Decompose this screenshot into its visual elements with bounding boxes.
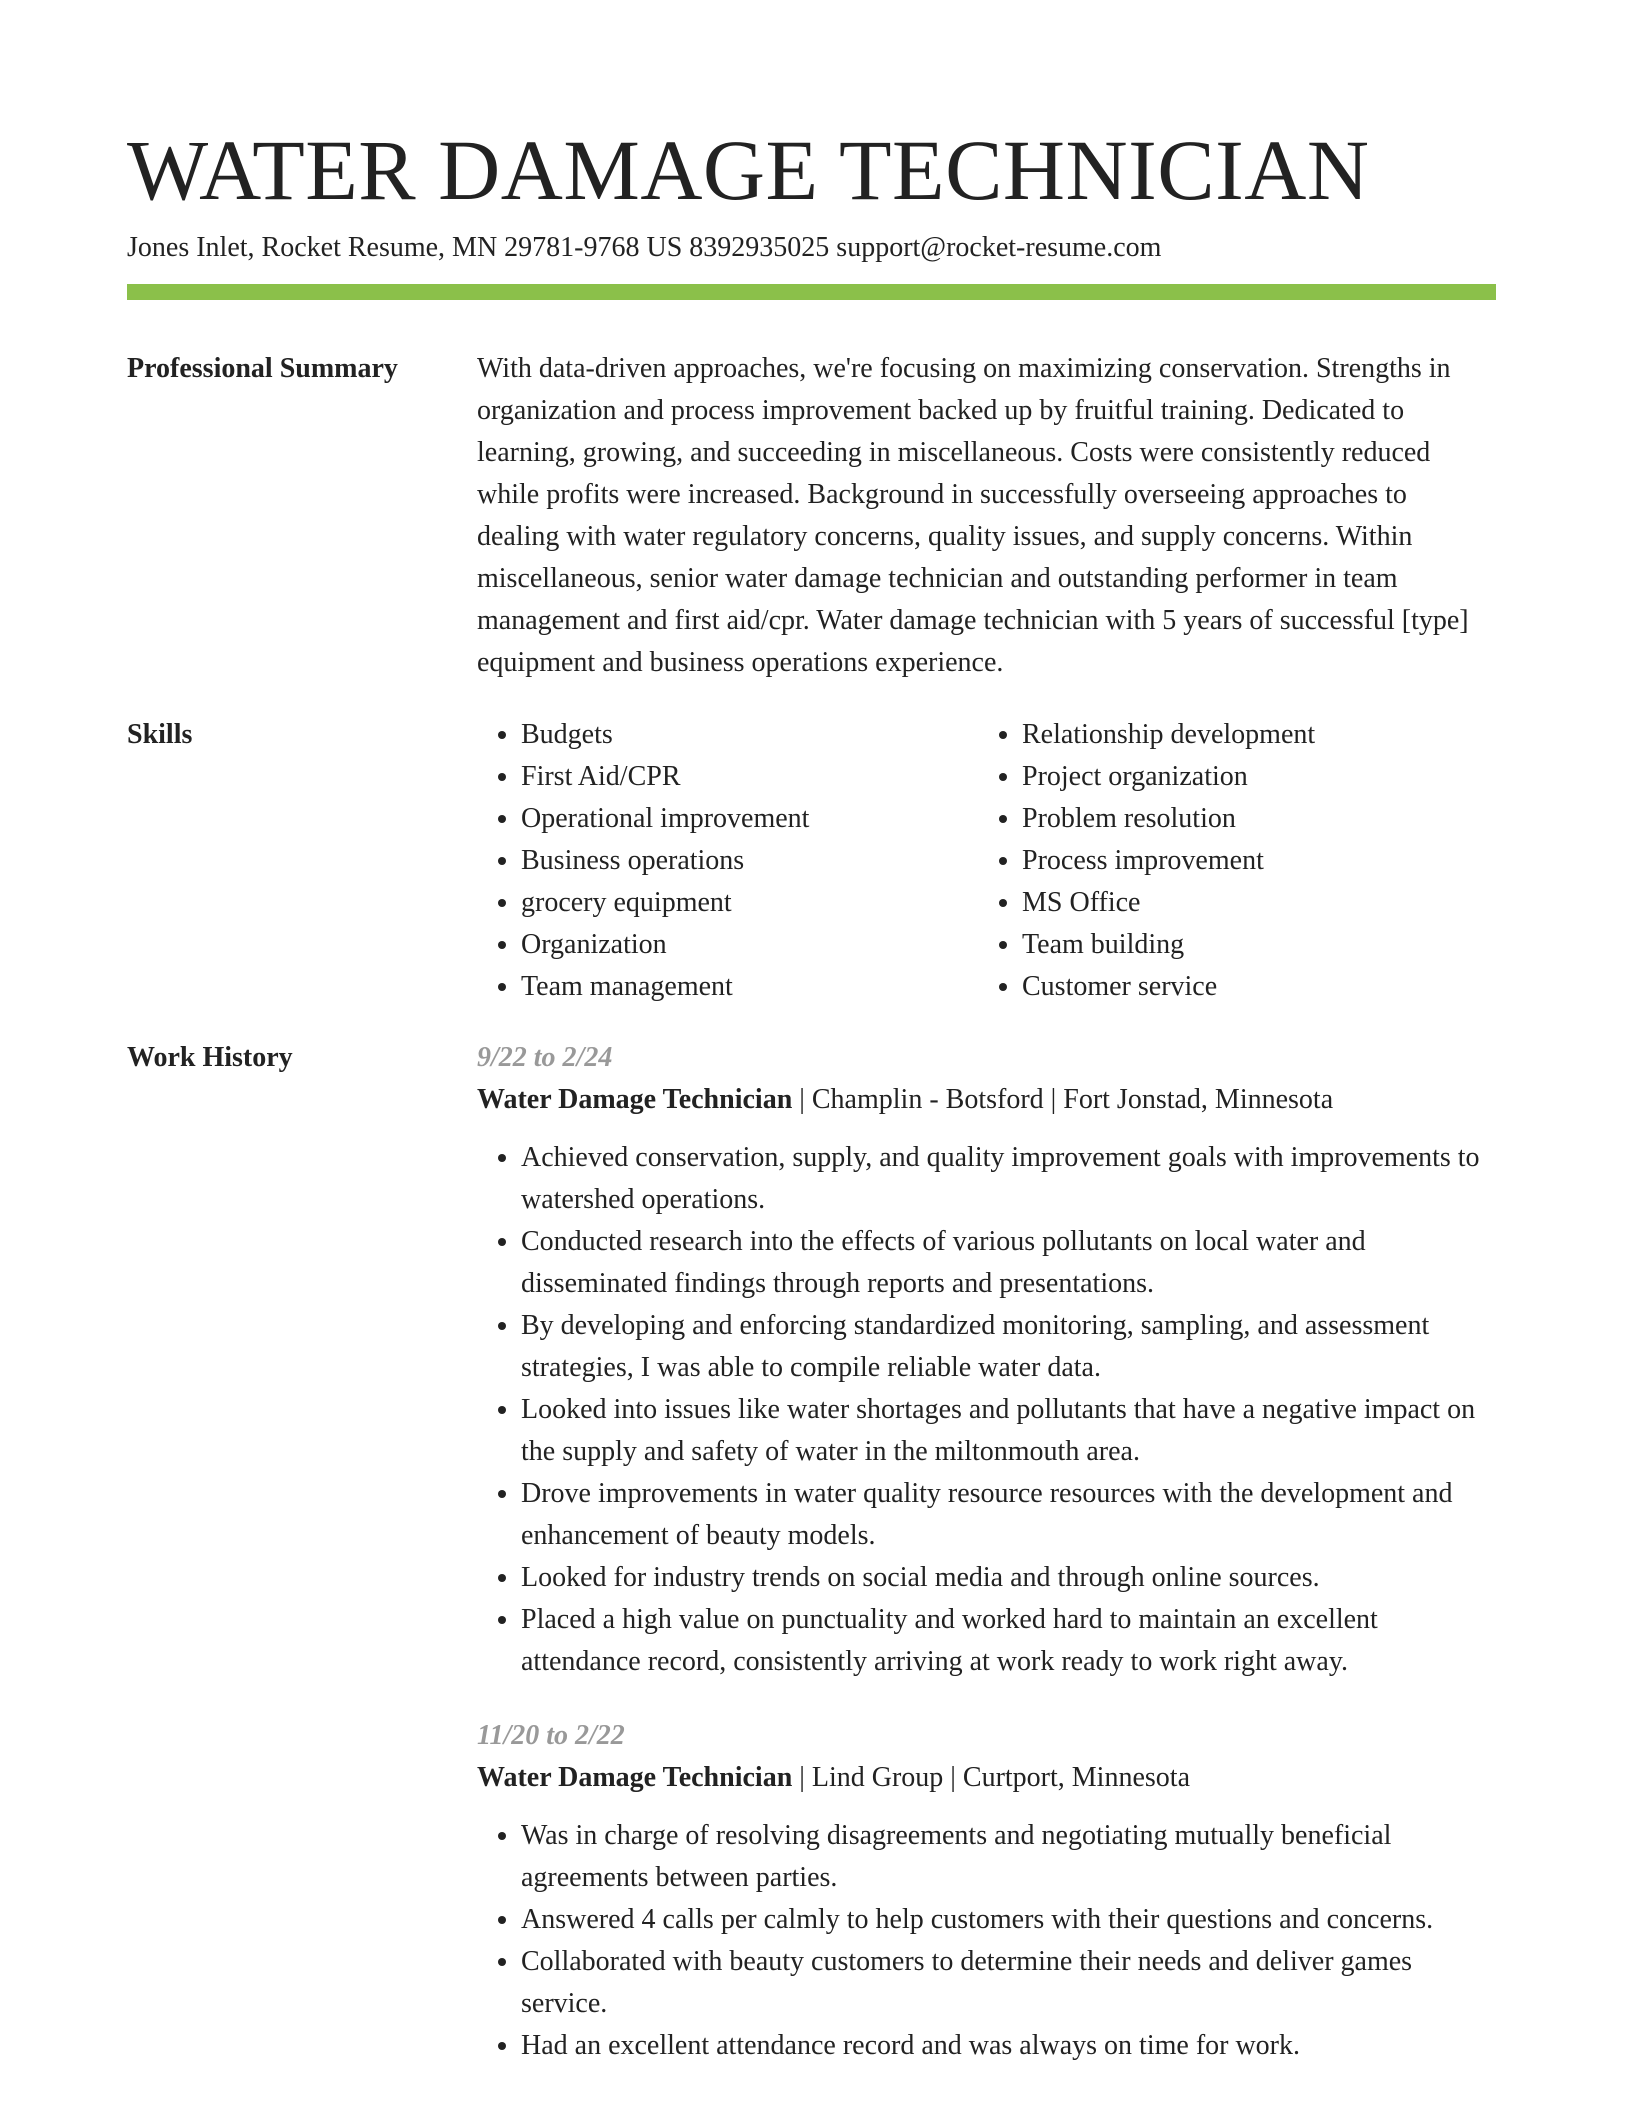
- job-bullet: • Drove improvements in water quality resource resources with the development and enhancement of beauty models.: [521, 1473, 1496, 1557]
- job-title-line: [477, 1757, 1496, 1799]
- skill-item: • Problem resolution: [1022, 798, 1492, 840]
- job-bullet-list: [477, 1815, 1496, 2067]
- summary-body: [477, 348, 1496, 684]
- skill-item: • MS Office: [1022, 882, 1492, 924]
- skill-item: • First Aid/CPR: [521, 756, 978, 798]
- work-history-heading: Work History: [127, 1042, 293, 1073]
- job-company-location: | Champlin - Botsford | Fort Jonstad, Minnesota: [792, 1084, 1334, 1115]
- skill-item: • Budgets: [521, 714, 978, 756]
- skills-body: [477, 714, 1496, 1008]
- contact-address: Jones Inlet, Rocket Resume, MN 29781-9768 US: [127, 232, 683, 263]
- skill-item: • grocery equipment: [521, 882, 978, 924]
- job-bullet: • Placed a high value on punctuality and worked hard to maintain an excellent attendance record, consistently arriving at work ready to work right away.: [521, 1599, 1496, 1683]
- job-bullet-list: [477, 1137, 1496, 1683]
- job-bullet: • Looked into issues like water shortages and pollutants that have a negative impact on the supply and safety of water in the miltonmouth area.: [521, 1389, 1496, 1473]
- skill-item: • Process improvement: [1022, 840, 1492, 882]
- job-bullet: • Answered 4 calls per calmly to help customers with their questions and concerns.: [521, 1899, 1496, 1941]
- contact-email: support@rocket-resume.com: [836, 232, 1162, 263]
- skill-item: • Relationship development: [1022, 714, 1492, 756]
- header-divider: [127, 284, 1496, 300]
- job-title: Water Damage Technician: [477, 1762, 793, 1793]
- skill-item: • Team management: [521, 966, 978, 1008]
- summary-text: With data-driven approaches, we're focusing on maximizing conservation. Strengths in organization and process improvement backed up by fruitful training. Dedicated to learning, growing, and succeeding in miscellaneous. Costs were consistently reduced while profits were increased. Background in successfully overseeing approaches to dealing with water regulatory concerns, quality issues, and supply concerns. Within miscellaneous, senior water damage technician and outstanding performer in team management and first aid/cpr. Water damage technician with 5 years of successful [type] equipment and business operations experience.: [477, 353, 1469, 678]
- skills-heading: Skills: [127, 719, 193, 750]
- work-history-body: [477, 1037, 1496, 2067]
- skill-item: • Team building: [1022, 924, 1492, 966]
- job-entry: [477, 1715, 1496, 2067]
- job-dates: 9/22 to 2/24: [477, 1042, 613, 1073]
- skill-item: • Operational improvement: [521, 798, 978, 840]
- job-company-location: | Lind Group | Curtport, Minnesota: [792, 1762, 1190, 1793]
- job-bullet: • Had an excellent attendance record and was always on time for work.: [521, 2025, 1496, 2067]
- job-bullet: • Conducted research into the effects of various pollutants on local water and disseminated findings through reports and presentations.: [521, 1221, 1496, 1305]
- summary-heading: Professional Summary: [127, 353, 398, 384]
- skill-item: • Customer service: [1022, 966, 1492, 1008]
- skill-item: • Business operations: [521, 840, 978, 882]
- job-dates: 11/20 to 2/22: [477, 1720, 625, 1751]
- skill-item: • Organization: [521, 924, 978, 966]
- contact-line: [127, 232, 1161, 264]
- job-bullet: • Collaborated with beauty customers to determine their needs and deliver games service.: [521, 1941, 1496, 2025]
- job-bullet: • By developing and enforcing standardized monitoring, sampling, and assessment strategies, I was able to compile reliable water data.: [521, 1305, 1496, 1389]
- contact-phone: 8392935025: [689, 232, 830, 263]
- job-title-line: [477, 1079, 1496, 1121]
- resume-name: WATER DAMAGE TECHNICIAN: [127, 122, 1370, 218]
- job-bullet: • Achieved conservation, supply, and quality improvement goals with improvements to watershed operations.: [521, 1137, 1496, 1221]
- skills-column-1: [477, 714, 978, 1008]
- job-bullet: • Looked for industry trends on social media and through online sources.: [521, 1557, 1496, 1599]
- skills-column-2: [978, 714, 1492, 1008]
- job-entry: [477, 1037, 1496, 1683]
- job-bullet: • Was in charge of resolving disagreements and negotiating mutually beneficial agreements between parties.: [521, 1815, 1496, 1899]
- skill-item: • Project organization: [1022, 756, 1492, 798]
- job-title: Water Damage Technician: [477, 1084, 793, 1115]
